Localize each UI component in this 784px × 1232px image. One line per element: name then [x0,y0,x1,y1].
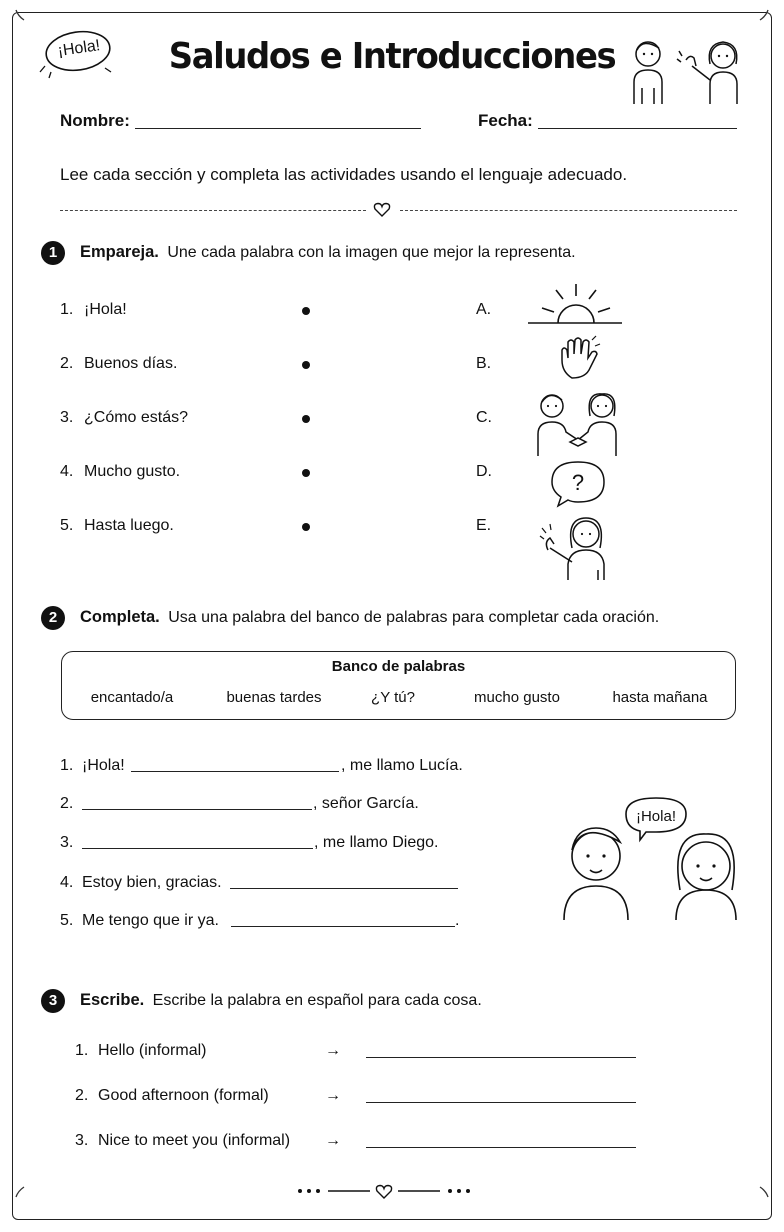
answer-blank[interactable] [231,926,455,927]
match-item-number: 5. [60,517,74,534]
word-bank-item: buenas tardes [226,689,322,706]
answer-blank[interactable] [366,1057,636,1058]
arrow-icon: → [325,1132,341,1149]
answer-blank[interactable] [82,809,312,810]
match-letter: C. [476,409,492,426]
match-item-word: ¡Hola! [84,301,127,318]
arrow-icon: → [325,1042,341,1059]
match-item-word: Mucho gusto. [84,463,181,480]
footer-ornament-icon [296,1182,472,1200]
translate-item-number: 1. [75,1042,89,1059]
translate-item-english: Hello (informal) [98,1042,207,1059]
sentence-after: . [455,912,460,929]
question-bubble-icon [550,458,606,508]
section2-heading-row [80,608,659,627]
match-dot[interactable] [302,361,310,369]
word-bank-item: hasta mañana [612,689,708,706]
match-item-number: 4. [60,463,74,480]
section-instruction: Escribe la palabra en español para cada cosa. [152,992,482,1009]
match-dot[interactable] [302,469,310,477]
section3-heading-row [80,991,482,1010]
arrow-icon: → [325,1087,341,1104]
translate-item-number: 2. [75,1087,89,1104]
name-label: Nombre: [60,111,130,130]
answer-blank[interactable] [82,848,313,849]
match-item-word: Hasta luego. [84,517,174,534]
section1-heading-row [80,243,576,262]
match-item-number: 3. [60,409,74,426]
translate-item-number: 3. [75,1132,89,1149]
waving-girl-icon [536,514,614,582]
divider-right [400,210,737,211]
section-heading: Completa. [80,608,160,626]
sentence-after: , señor García. [313,795,419,812]
handshake-icon [534,390,622,458]
word-bank [61,651,736,720]
translate-item-english: Nice to meet you (informal) [98,1132,291,1149]
corner-mark-icon [14,8,26,22]
section-number: 2 [41,606,65,630]
match-dot[interactable] [302,307,310,315]
match-dot[interactable] [302,415,310,423]
match-letter: E. [476,517,492,534]
answer-blank[interactable] [366,1102,636,1103]
word-bank-item: ¿Y tú? [371,689,415,706]
section-heading: Escribe. [80,991,145,1009]
heart-icon [373,202,391,218]
answer-blank[interactable] [131,771,339,772]
corner-mark-icon [758,1185,770,1199]
sentence-before: Me tengo que ir ya. [82,912,219,929]
match-item-number: 1. [60,301,74,318]
kids-waving-icon [626,36,746,108]
match-letter: B. [476,355,492,372]
sentence-number: 1. [60,757,74,774]
word-bank-item: mucho gusto [474,689,560,706]
section-number: 1 [41,241,65,265]
answer-blank[interactable] [230,888,458,889]
intro-text: Lee cada sección y completa las actividades usando el lenguaje adecuado. [60,165,628,184]
section-heading: Empareja. [80,243,159,261]
divider-left [60,210,366,211]
section-instruction: Une cada palabra con la imagen que mejor la representa. [167,244,576,261]
badge-text: ¡Hola! [56,37,102,60]
corner-mark-icon [758,8,770,22]
match-dot[interactable] [302,523,310,531]
word-bank-title: Banco de palabras [331,658,466,675]
name-field[interactable] [135,128,421,129]
word-bank-item: encantado/a [90,689,174,706]
corner-mark-icon [14,1185,26,1199]
date-field[interactable] [538,128,737,129]
translate-item-english: Good afternoon (formal) [98,1087,269,1104]
answer-blank[interactable] [366,1147,636,1148]
sentence-number: 3. [60,834,74,851]
sentence-number: 4. [60,874,74,891]
waving-hand-icon [558,334,602,382]
sentence-number: 5. [60,912,74,929]
match-item-word: ¿Cómo estás? [84,409,189,426]
sentence-before: ¡Hola! [82,757,125,774]
sentence-number: 2. [60,795,74,812]
svg-text:?: ? [571,470,585,495]
match-item-word: Buenos días. [84,355,178,372]
match-item-number: 2. [60,355,74,372]
section-number: 3 [41,989,65,1013]
date-label: Fecha: [478,111,533,130]
match-letter: A. [476,301,492,318]
sentence-after: , me llamo Lucía. [341,757,463,774]
section-instruction: Usa una palabra del banco de palabras para completar cada oración. [168,609,660,626]
sentence-before: Estoy bien, gracias. [82,874,222,891]
match-letter: D. [476,463,492,480]
sunrise-icon [528,282,624,326]
page-title: Saludos e Introducciones [168,36,616,77]
speech-bubble-text: ¡Hola! [635,808,676,825]
sentence-after: , me llamo Diego. [314,834,439,851]
